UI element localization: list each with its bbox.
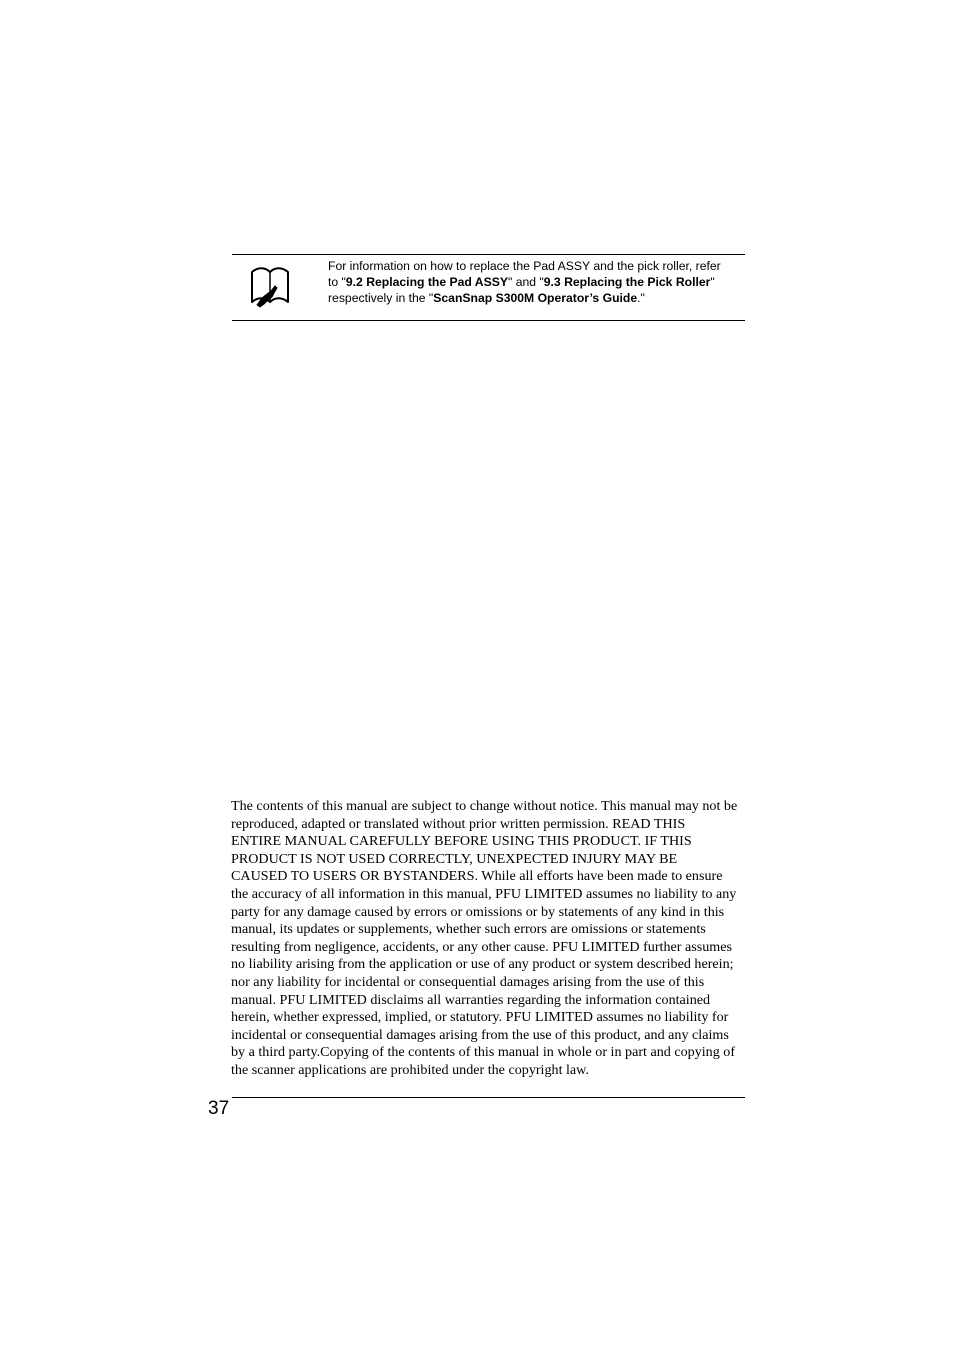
disclaimer-line: incidental or consequential damages arising from the use of this product, and any claims <box>231 1026 729 1043</box>
note-line-1: For information on how to replace the Pad ASSY and the pick roller, refer <box>328 259 721 273</box>
disclaimer-line: party for any damage caused by errors or omissions or by statements of any kind in this <box>231 903 725 920</box>
disclaimer-line: ENTIRE MANUAL CAREFULLY BEFORE USING THIS PRODUCT. IF THIS <box>231 833 692 850</box>
disclaimer-line: the scanner applications are prohibited under the copyright law. <box>231 1061 589 1078</box>
disclaimer-line: the accuracy of all information in this manual, PFU LIMITED assumes no liability to any <box>231 885 737 902</box>
disclaimer-line: The contents of this manual are subject to change without notice. This manual may not be <box>231 798 738 814</box>
link-pick-roller: 9.3 Replacing the Pick Roller <box>543 275 711 289</box>
disclaimer-line: manual, its updates or supplements, whether such errors are omissions or statements <box>231 921 706 938</box>
disclaimer-line: no liability arising from the application or use of any product or system described herein; <box>231 956 734 973</box>
reference-note <box>232 254 745 321</box>
disclaimer-line: reproduced, adapted or translated without prior written permission. READ THIS <box>231 815 686 832</box>
disclaimer-line: resulting from negligence, accidents, or any other cause. PFU LIMITED further assumes <box>231 938 732 955</box>
link-pad-assy: 9.2 Replacing the Pad ASSY <box>345 275 508 289</box>
open-book-with-hand-icon <box>250 264 290 310</box>
disclaimer-line: manual. PFU LIMITED disclaims all warranties regarding the information contained <box>231 991 711 1008</box>
disclaimer-line: nor any liability for incidental or consequential damages arising from the use of this <box>231 973 705 990</box>
disclaimer-line: PRODUCT IS NOT USED CORRECTLY, UNEXPECTED INJURY MAY BE <box>231 850 678 867</box>
disclaimer-line: by a third party.Copying of the contents of this manual in whole or in part and copying of <box>231 1044 736 1061</box>
note-line-3: respectively in the "ScanSnap S300M Operator’s Guide." <box>328 291 645 305</box>
operators-guide-title: ScanSnap S300M Operator’s Guide <box>433 291 638 305</box>
footer-divider <box>232 1097 745 1098</box>
disclaimer-line: CAUSED TO USERS OR BYSTANDERS. While all efforts have been made to ensure <box>231 868 723 885</box>
note-text <box>328 258 742 306</box>
page-number: 37 <box>208 1098 230 1119</box>
note-line-2: to "9.2 Replacing the Pad ASSY" and "9.3 Replacing the Pick Roller" <box>328 275 715 289</box>
disclaimer-line: herein, whether expressed, implied, or statutory. PFU LIMITED assumes no liability for <box>231 1009 729 1026</box>
disclaimer-paragraph <box>231 798 747 1080</box>
